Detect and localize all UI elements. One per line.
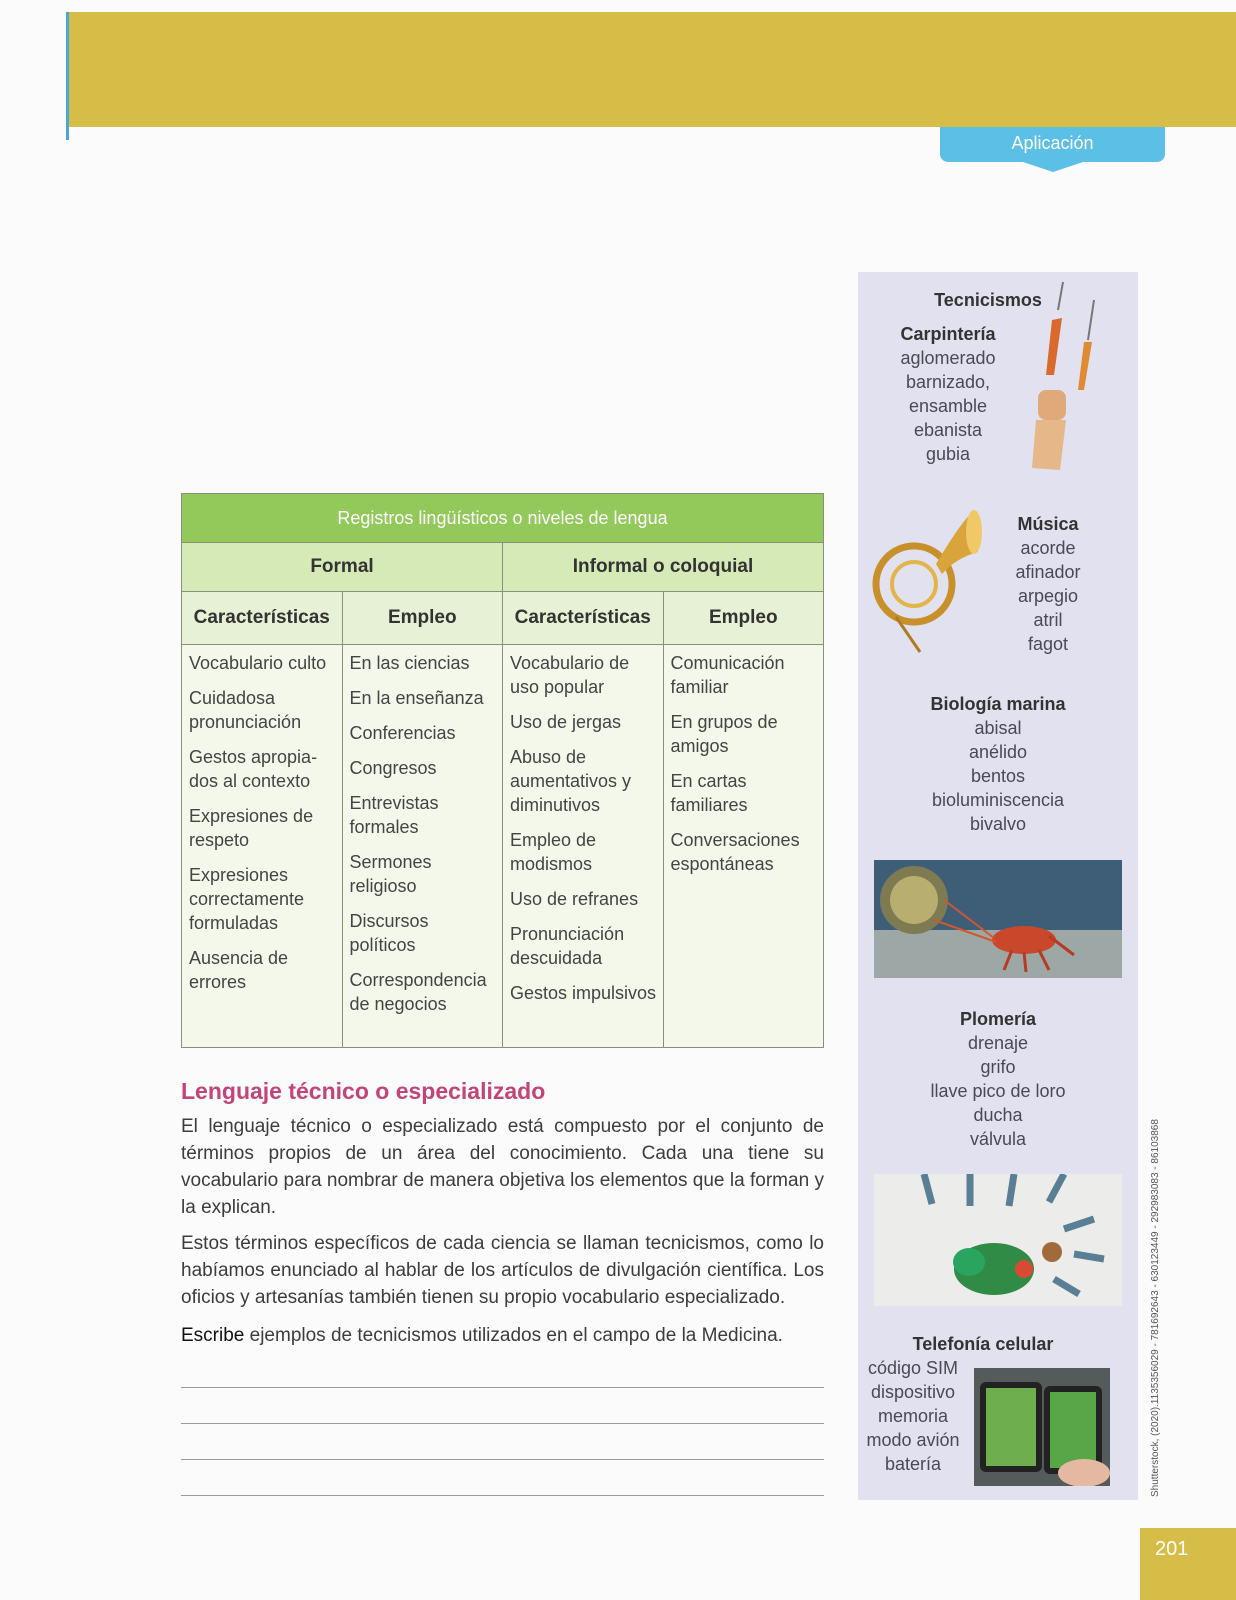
technicisms-sidebar xyxy=(858,272,1138,1500)
term: bivalvo xyxy=(969,814,1027,834)
group-informal: Informal o coloquial xyxy=(503,543,824,592)
col-header: Características xyxy=(503,592,664,645)
paragraph: Estos términos específicos de cada ciencia se llaman tecnicismos, como lo habíamos enunciado al hablar de los artículos de divulgación científica. Los oficios y artesanías también tienen su propio vocabulario especializado. xyxy=(181,1233,824,1308)
term: gubia xyxy=(925,444,971,464)
list-item: Expresiones de respeto xyxy=(189,806,314,850)
paragraph: El lenguaje técnico o especializado está compuesto por el conjunto de términos propios de un área del conocimiento. Cada una tiene su vocabulario para nombrar de manera objetiva los elementos que la forman y la explican. xyxy=(181,1116,824,1218)
col-header: Empleo xyxy=(342,592,503,645)
term: ensamble xyxy=(908,396,988,416)
header-band xyxy=(68,12,1236,127)
list-item: Entrevistas formales xyxy=(349,793,439,837)
section-title: Lenguaje técnico o especializado xyxy=(181,1078,546,1104)
smartphones-image xyxy=(974,1368,1110,1486)
gouge-tools-image xyxy=(1018,280,1108,480)
list-item: En cartas familiares xyxy=(670,771,748,815)
category-heading: Biología marina xyxy=(930,694,1066,714)
list-item: Expresiones correctamente formuladas xyxy=(189,865,305,933)
category-plumbing xyxy=(898,1007,1098,1151)
term: drenaje xyxy=(967,1033,1029,1053)
list-item: Discursos políticos xyxy=(349,911,429,955)
list-item: Pronunciación descuidada xyxy=(510,924,625,968)
sidebar-title: Tecnicismos xyxy=(934,290,1042,310)
exercise-verb: Escribe xyxy=(181,1325,245,1346)
category-heading: Música xyxy=(1017,514,1079,534)
registers-table xyxy=(181,493,824,1048)
wrenches-parrot-image xyxy=(874,1174,1122,1306)
term: llave pico de loro xyxy=(930,1081,1066,1101)
category-heading: Plomería xyxy=(959,1009,1037,1029)
category-marine-biology xyxy=(898,692,1098,836)
french-horn-image xyxy=(866,502,986,662)
formal-characteristics-cell xyxy=(182,645,343,1048)
list-item: Comunicación familiar xyxy=(670,653,785,697)
formal-usage-cell xyxy=(342,645,503,1048)
category-heading: Carpintería xyxy=(900,324,996,344)
list-item: Uso de refranes xyxy=(510,889,639,909)
list-item: En la enseñanza xyxy=(349,688,484,708)
list-item: Sermones religioso xyxy=(349,852,432,896)
list-item: Conversaciones espontáneas xyxy=(670,830,800,874)
list-item: Vocabulario de uso popular xyxy=(510,653,630,697)
term: bentos xyxy=(970,766,1026,786)
term: código SIM xyxy=(867,1358,959,1378)
list-item: Gestos apropia-dos al contexto xyxy=(189,747,318,791)
term: anélido xyxy=(968,742,1028,762)
mobile-terms xyxy=(858,1356,968,1476)
term: afinador xyxy=(1015,562,1081,582)
term: bioluminiscencia xyxy=(931,790,1065,810)
term: abisal xyxy=(974,718,1022,738)
list-item: Correspondencia de negocios xyxy=(349,970,487,1014)
term: ducha xyxy=(973,1105,1023,1125)
list-item: En grupos de amigos xyxy=(670,712,778,756)
term: acorde xyxy=(1020,538,1076,558)
term: fagot xyxy=(1027,634,1069,654)
table-title: Registros lingüísticos o niveles de lengua xyxy=(182,494,824,543)
term: memoria xyxy=(877,1406,948,1426)
informal-usage-cell xyxy=(663,645,824,1048)
list-item: Cuidadosa pronunciación xyxy=(189,688,302,732)
term: atril xyxy=(1033,610,1063,630)
group-formal: Formal xyxy=(182,543,503,592)
list-item: Conferencias xyxy=(349,723,456,743)
answer-line[interactable] xyxy=(181,1387,824,1388)
exercise-prompt xyxy=(181,1322,824,1349)
answer-line[interactable] xyxy=(181,1459,824,1460)
list-item: Ausencia de errores xyxy=(189,948,289,992)
list-item: Vocabulario culto xyxy=(189,653,327,673)
term: batería xyxy=(884,1454,942,1474)
category-music xyxy=(988,512,1108,656)
term: aglomerado xyxy=(900,348,996,368)
category-carpentry xyxy=(888,322,1008,466)
term: ebanista xyxy=(913,420,983,440)
col-header: Características xyxy=(182,592,343,645)
category-mobile-telephony xyxy=(868,1332,1098,1356)
header-accent-line xyxy=(66,12,69,140)
term: grifo xyxy=(980,1057,1016,1077)
answer-line[interactable] xyxy=(181,1423,824,1424)
lobster-image xyxy=(874,860,1122,978)
term: dispositivo xyxy=(870,1382,956,1402)
list-item: Congresos xyxy=(349,758,437,778)
list-item: Empleo de modismos xyxy=(510,830,597,874)
term: arpegio xyxy=(1017,586,1079,606)
list-item: Abuso de aumentativos y diminutivos xyxy=(510,747,632,815)
section-tab: Aplicación xyxy=(940,127,1165,162)
photo-credit: Shutterstock, (2020).1135356029 - 781692643 - 630123449 - 292983083 - 86103868 xyxy=(1150,1119,1161,1497)
list-item: En las ciencias xyxy=(349,653,470,673)
term: modo avión xyxy=(866,1430,960,1450)
answer-line[interactable] xyxy=(181,1495,824,1496)
informal-characteristics-cell xyxy=(503,645,664,1048)
list-item: Gestos impulsivos xyxy=(510,983,657,1003)
term: barnizado, xyxy=(905,372,991,392)
exercise-text: ejemplos de tecnicismos utilizados en el campo de la Medicina. xyxy=(244,1325,783,1346)
term: válvula xyxy=(969,1129,1027,1149)
page-number: 201 xyxy=(1140,1528,1236,1600)
list-item: Uso de jergas xyxy=(510,712,622,732)
category-heading: Telefonía celular xyxy=(912,1334,1054,1354)
col-header: Empleo xyxy=(663,592,824,645)
